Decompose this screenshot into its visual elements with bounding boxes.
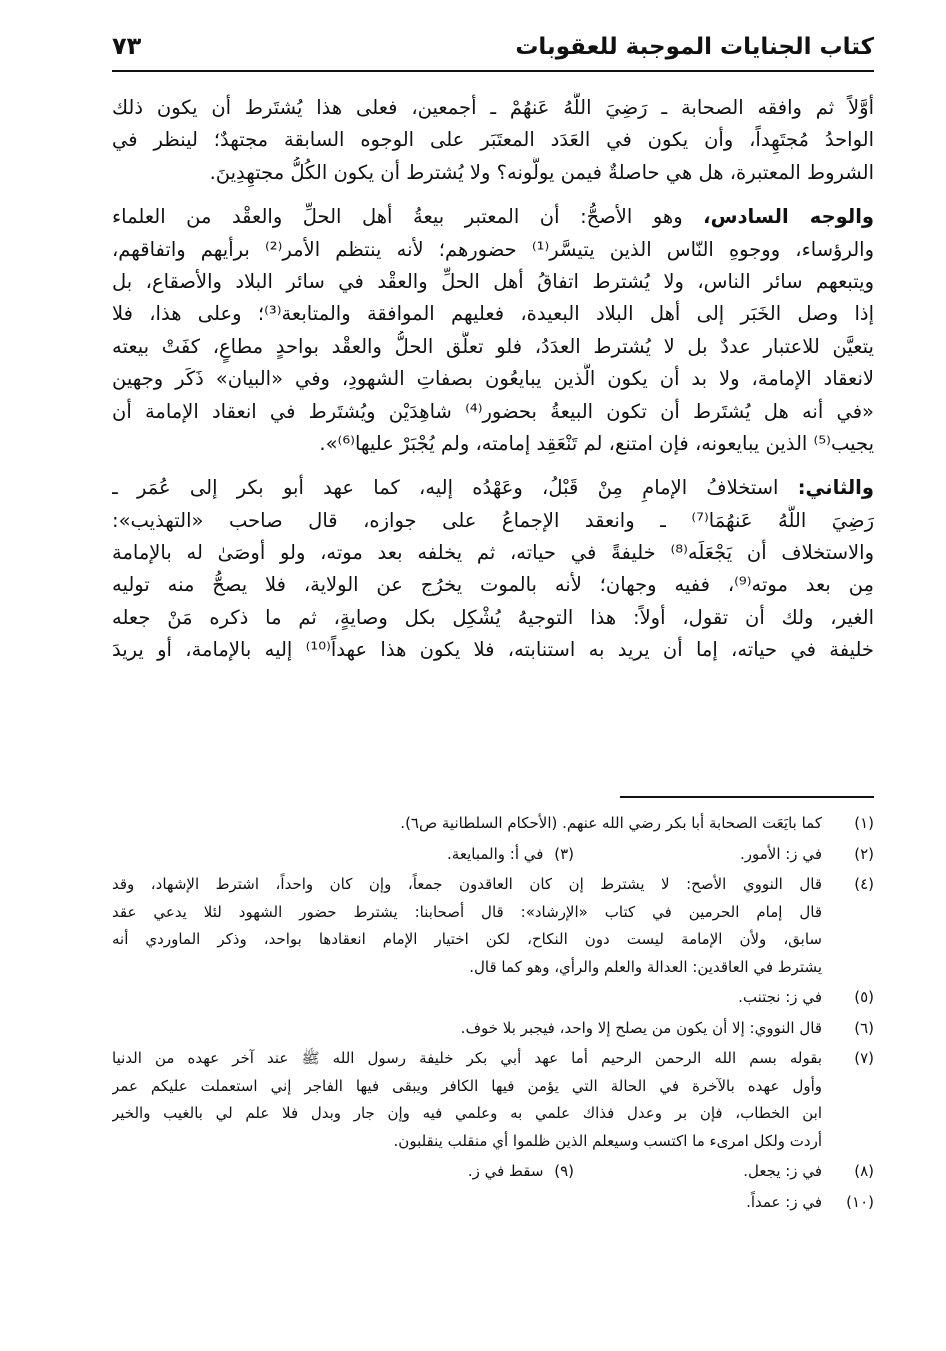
footnote-pair-2-3 — [112, 841, 874, 869]
footnote-line: قال إمام الحرمين في كتاب «الإرشاد»: قال أصحابنا: يشترط حضور الشهود لئلا يدعي عقد — [112, 902, 822, 921]
paragraph-lead: والوجه السادس، — [703, 205, 874, 229]
footnote-number: (٥) — [854, 988, 874, 1006]
footnote-7 — [112, 1045, 874, 1155]
footnote-number: (١) — [854, 814, 874, 832]
footnote-number: (٩) — [554, 1162, 574, 1180]
footnote-number: (٣) — [554, 844, 574, 863]
page-number: ٧٣ — [112, 32, 142, 60]
main-text — [112, 92, 874, 667]
footnote-line: يشترط في العاقدين: العدالة والعلم والرأي، وهو كما قال. — [469, 957, 822, 976]
paragraph-lead: والثاني: — [797, 476, 874, 500]
footnote-3 — [447, 841, 574, 869]
text-line — [112, 201, 874, 233]
footnote-line: كما بايَعَت الصحابة أبا بكر رضي الله عنهم. (الأحكام السلطانية ص٦). — [400, 814, 822, 832]
footnote-3-text: في أ: والمبايعة. — [447, 844, 544, 863]
footnote-line: سابق، ولأن الإمامة ليست دون النكاح، لكن اختيار الإمام انعقادها بواحد، وذكر الماوردي أنه — [112, 930, 822, 948]
paragraph-1 — [112, 92, 874, 189]
paragraph-2 — [112, 201, 874, 460]
footnote-number: (٢) — [854, 844, 874, 863]
footnote-line: بقوله بسم الله الرحمن الرحيم أما عهد أبي بكر خليفة رسول الله ﷺ عند آخر عهده من الدنيا — [112, 1049, 822, 1067]
text-line: مِن بعد موته⁽⁹⁾، ففيه وجهان؛ لأنه بالموت يخرُج عن الولاية، فلا يصحُّ منه توليه — [112, 573, 874, 597]
text-line: الواحدُ مُجتَهِداً، وأن يكون في العَدَد المعتَبَر على الوجوه السابقة مجتهدٌ؛ لينظر في — [112, 128, 874, 152]
text-line: إذا وصل الخَبَر إلى أهل البلاد البعيدة، فعليهم الموافقة والمتابعة⁽³⁾؛ وعلى هذا، فلا — [112, 302, 874, 326]
text-line: «في أنه هل يُشتَرط أن تكون البيعةُ بحضور⁽⁴⁾ شاهِدَيْن ويُشتَرط في انعقاد الإمامة أن — [112, 399, 874, 423]
text-line-rest: استخلافُ الإمامِ مِنْ قَبْلُ، وعَهْدُه إليه، كما عهد أبو بكر إلى عُمَر ـ — [112, 476, 779, 500]
footnote-number: (٤) — [854, 875, 874, 893]
text-line — [112, 472, 874, 504]
text-line: خليفة في حياته، إما أن يريد به استنابته، فلا يكون هذا عهداً⁽¹⁰⁾ إليه بالإمامة، أو يريدَ — [112, 638, 874, 662]
footnote-number: (٧) — [854, 1049, 874, 1067]
footnote-line: أردت ولكل امرىء ما اكتسب وسيعلم الذين ظلموا أي منقلب ينقلبون. — [393, 1131, 822, 1150]
footnote-10 — [112, 1189, 874, 1217]
running-title: كتاب الجنايات الموجبة للعقوبات — [515, 34, 874, 60]
footnote-line: قال النووي: إلا أن يكون من يصلح إلا واحد، فيجبر بلا خوف. — [460, 1018, 822, 1037]
footnote-line: وأول عهده بالآخرة في الحالة التي يؤمن فيها الكافر ويبقى فيها الفاجر إني استعملت عليكم عمر — [112, 1076, 822, 1095]
paragraph-3 — [112, 472, 874, 666]
text-line-rest: وهو الأصحُّ: أن المعتبر بيعةُ أهل الحلِّ والعقْد من العلماء — [112, 205, 683, 229]
footnotes — [112, 810, 874, 1219]
footnote-9-text: سقط في ز. — [467, 1162, 544, 1180]
text-line: والرؤساء، ووجوهِ النّاس الذين يتيسَّر⁽¹⁾ حضورهم؛ لأنه ينتظم الأمر⁽²⁾ برأيهم واتفاقهم، — [112, 237, 874, 261]
text-line: أوَّلاً ثم وافقه الصحابة ـ رَضِيَ اللَّهُ عَنهُمْ ـ أجمعين، فعلى هذا يُشتَرط أن يكون ذلك — [112, 96, 874, 119]
footnote-6 — [112, 1015, 874, 1043]
text-line: الغير، ولك أن تقول، أولاً: هذا التوجيهُ يُشْكِل بكل وصايةٍ، ثم ما ذكره مَنْ جعله — [112, 605, 874, 629]
text-line: الشروط المعتبرة، هل هي حاصلةٌ فيمن يولُّونه؟ ولا يُشترط أن يكون الكُلُّ مجتهِدِينَ. — [209, 160, 874, 184]
footnote-9 — [468, 1158, 574, 1186]
footnote-4 — [112, 871, 874, 981]
footnote-line: في ز: عمداً. — [746, 1192, 822, 1211]
footnote-line: في ز: نجتنب. — [738, 988, 822, 1006]
text-line: ويتبعهم سائر الناس، ولا يُشترط اتفاقُ أهل الحلِّ والعقْد في سائر البلاد والأصقاع، بل — [112, 269, 874, 293]
text-line: والاستخلاف أن يَجْعَلَه⁽⁸⁾ خليفةً في حياته، ثم يخلفه بعد موته، ولو أوصَىٰ له بالإمامة — [112, 541, 874, 565]
footnote-number: (٦) — [854, 1018, 874, 1037]
text-line: يتعيَّن للاعتبار عددٌ بل لا يُشترط العدَدُ، فلو تعلَّق الحلُّ والعقْد بواحدٍ مطاعٍ، كفَتْ بيعته — [112, 334, 874, 358]
text-line: يجيب⁽⁵⁾ الذين يبايعونه، فإن امتنع، لم تَنْعَقِد إمامته، ولم يُجْبَرْ عليها⁽⁶⁾». — [319, 431, 874, 455]
footnote-1 — [112, 810, 874, 838]
footnote-number: (١٠) — [846, 1192, 874, 1211]
page-header — [112, 26, 874, 72]
footnote-5 — [112, 984, 874, 1012]
text-line: رَضِيَ اللَّهُ عَنهُمَا⁽⁷⁾ ـ وانعقد الإجماعُ على جوازه، قال صاحب «التهذيب»: — [112, 508, 874, 532]
footnote-number: (٨) — [854, 1162, 874, 1180]
footnote-2-text: في ز: الأمور. — [739, 844, 822, 863]
footnote-pair-8-9 — [112, 1158, 874, 1186]
footnote-divider — [620, 796, 874, 798]
footnote-line: قال النووي الأصح: لا يشترط إن كان العاقدون جمعاً، وإن كان واحداً، اشترط الإشهاد، وقد — [112, 875, 822, 893]
text-line: لانعقاد الإمامة، ولا بد أن يكون الَّذين يبايعُون بصفاتِ الشهودِ، وفي «البيان» ذَكَر وجهين — [112, 367, 874, 391]
footnote-line: ابن الخطاب، فإن بر وعدل فذاك علمي به وعلمي فيه وإن جار وبدل فلا علم لي بالغيب والخير — [112, 1104, 822, 1122]
footnote-8-text: في ز: يجعل. — [743, 1162, 822, 1180]
